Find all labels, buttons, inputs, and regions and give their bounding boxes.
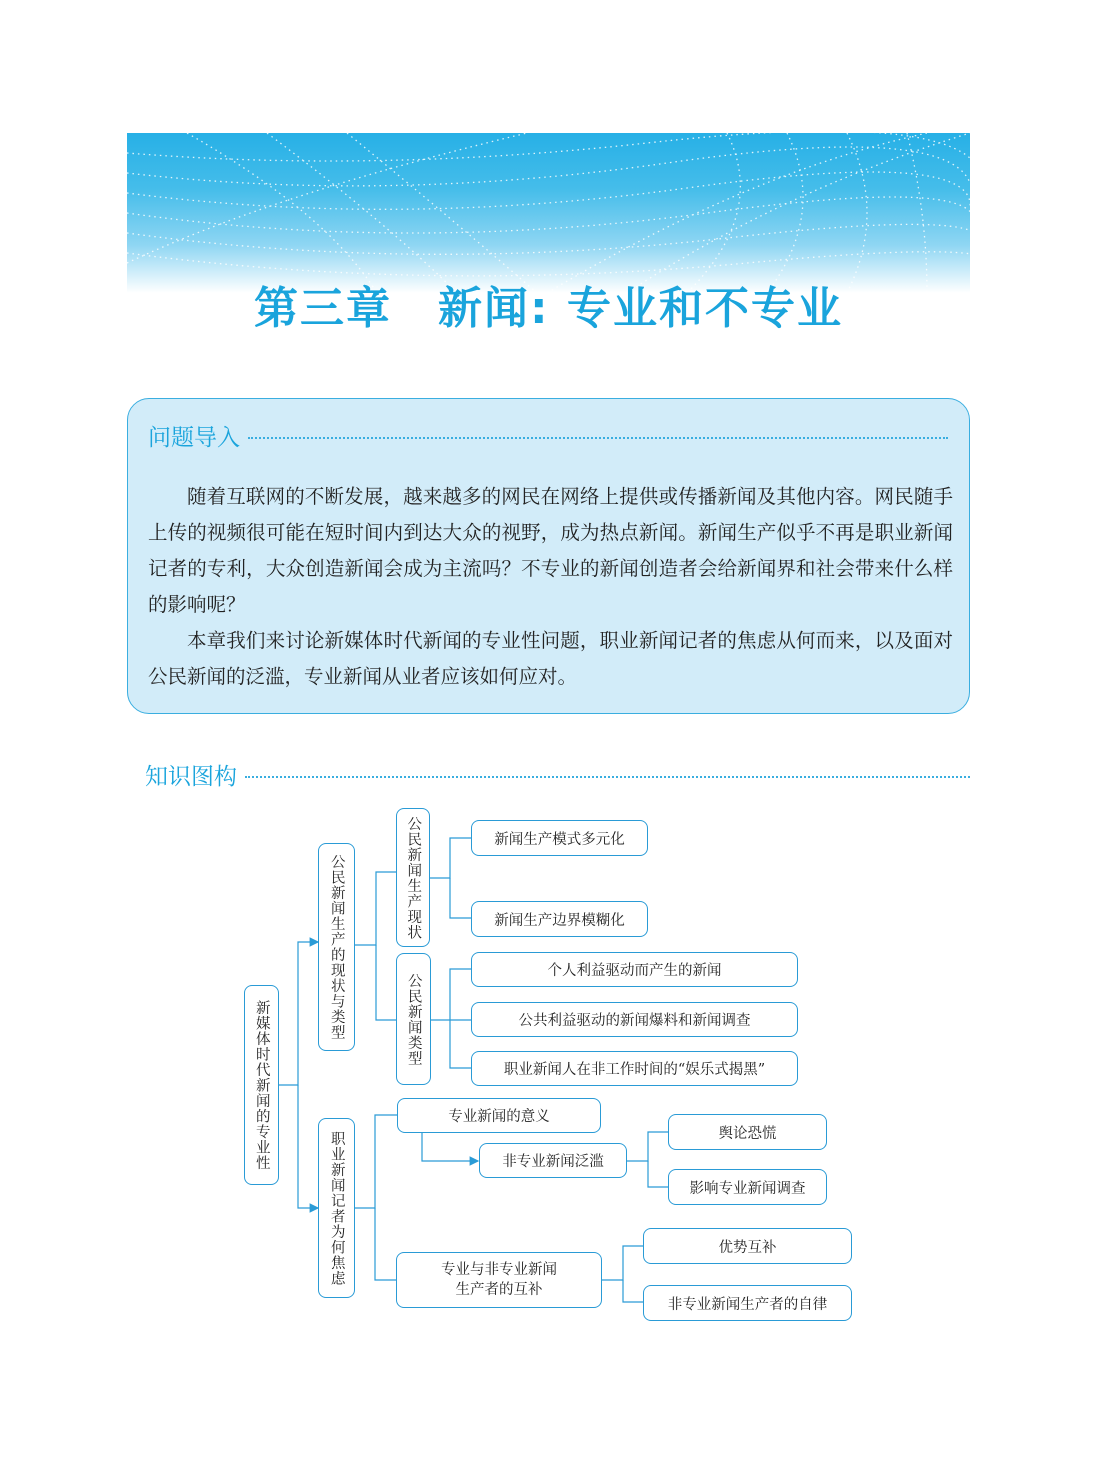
map-leaf-public-panic: 舆论恐慌	[668, 1114, 827, 1150]
intro-paragraph-1: 随着互联网的不断发展，越来越多的网民在网络上提供或传播新闻及其他内容。网民随手上传的视频很可能在短时间内到达大众的视野，成为热点新闻。新闻生产似乎不再是职业新闻记者的专利，大众创造新闻会成为主流吗？不专业的新闻创造者会给新闻界和社会带来什么样的影响呢？	[148, 485, 953, 616]
chapter-banner	[127, 133, 970, 293]
map-branch-journalist-anxiety: 职业新闻记者为何焦虑	[318, 1118, 355, 1298]
map-leaf-public-interest: 公共利益驱动的新闻爆料和新闻调查	[471, 1002, 798, 1037]
chapter-title: 第三章 新闻: 专业和不专业	[254, 283, 843, 334]
map-heading: 知识图构	[145, 764, 237, 790]
map-node-nonprofessional-flood: 非专业新闻泛滥	[479, 1143, 627, 1178]
intro-paragraph-2: 本章我们来讨论新媒体时代新闻的专业性问题，职业新闻记者的焦虑从何而来，以及面对公民新闻的泛滥，专业新闻从业者应该如何应对。	[148, 629, 953, 688]
intro-heading-row	[148, 419, 948, 452]
complementary-line-1: 专业与非专业新闻	[441, 1262, 557, 1278]
dotted-rule	[245, 776, 970, 778]
map-leaf-diversified: 新闻生产模式多元化	[471, 820, 648, 856]
map-node-complementary	[396, 1252, 602, 1308]
map-heading-row	[145, 758, 970, 791]
intro-heading: 问题导入	[148, 425, 240, 451]
map-leaf-personal-interest: 个人利益驱动而产生的新闻	[471, 952, 798, 987]
map-branch-civic-news: 公民新闻生产的现状与类型	[318, 843, 355, 1051]
map-node-civic-types: 公民新闻类型	[396, 953, 431, 1085]
map-root-node: 新媒体时代新闻的专业性	[244, 985, 279, 1185]
map-node-professional-meaning: 专业新闻的意义	[397, 1098, 601, 1133]
intro-box	[127, 398, 970, 714]
map-leaf-blurred: 新闻生产边界模糊化	[471, 901, 648, 937]
map-node-civic-status: 公民新闻生产现状	[396, 808, 430, 947]
dotted-wave-pattern	[127, 133, 970, 293]
map-leaf-complementary-strengths: 优势互补	[643, 1228, 852, 1264]
dotted-rule	[248, 437, 948, 439]
intro-text	[148, 479, 953, 695]
map-leaf-entertainment-exposure: 职业新闻人在非工作时间的“娱乐式揭黑”	[471, 1051, 798, 1086]
map-leaf-affect-investigation: 影响专业新闻调查	[668, 1169, 827, 1205]
complementary-line-2: 生产者的互补	[455, 1282, 543, 1298]
map-leaf-self-discipline: 非专业新闻生产者的自律	[643, 1285, 852, 1321]
